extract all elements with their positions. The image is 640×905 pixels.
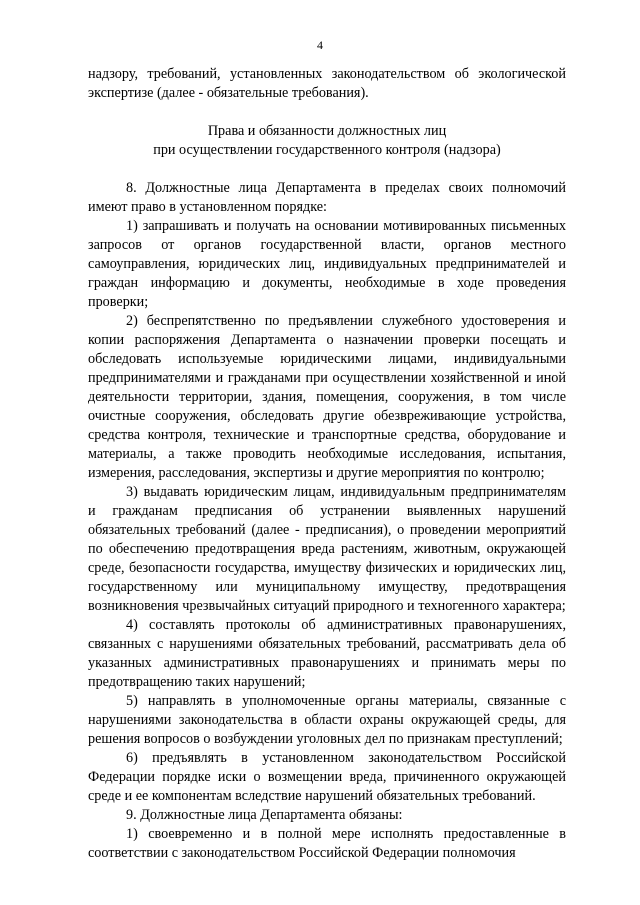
intro-paragraph: надзору, требований, установленных законодательством об экологической экспертизе (далее - обязательные требования).: [88, 66, 566, 101]
clause-8: 8. Должностные лица Департамента в пределах своих полномочий имеют право в установленном порядке:: [88, 180, 566, 215]
page-number: 4: [317, 38, 323, 52]
spacer: [88, 160, 566, 179]
clause-8-4: 4) составлять протоколы об административных правонарушениях, связанных с нарушениями обязательных требований, рассматривать дела об указанных административных правонарушениях и принимать меры по предотвращению таких нарушений;: [88, 617, 566, 690]
clause-8-1: 1) запрашивать и получать на основании мотивированных письменных запросов от органов государственной власти, органов местного самоуправления, юридических лиц, индивидуальных предпринимателей и граждан информацию и документы, необходимые в ходе проведения проверки;: [88, 218, 566, 310]
section-title-line-1: Права и обязанности должностных лиц: [207, 123, 447, 139]
clause-9-1: 1) своевременно и в полной мере исполнять предоставленные в соответствии с законодательством Российской Федерации полномочия: [88, 826, 566, 861]
document-body: [88, 65, 566, 863]
section-title-line-2: при осуществлении государственного контроля (надзора): [153, 142, 501, 158]
clause-8-2: 2) беспрепятственно по предъявлении служебного удостоверения и копии распоряжения Департамента о назначении проверки посещать и обследовать используемые юридическими лицами, индивидуальными предпринимателями и гражданами при осуществлении хозяйственной и иной деятельности территории, здания, помещения, сооружения, в том числе очистные сооружения, обследовать другие обезвреживающие устройства, средства контроля, технические и транспортные средства, оборудование и материалы, а также проводить необходимые исследования, испытания, измерения, расследования, экспертизы и другие мероприятия по контролю;: [88, 313, 566, 481]
clause-8-6: 6) предъявлять в установленном законодательством Российской Федерации порядке иски о возмещении вреда, причиненного окружающей среде и ее компонентам вследствие нарушений обязательных требований.: [88, 750, 566, 804]
spacer: [88, 103, 566, 122]
clause-8-3: 3) выдавать юридическим лицам, индивидуальным предпринимателям и гражданам предписания об устранении выявленных нарушений обязательных требований (далее - предписания), о проведении мероприятий по обеспечению предотвращения вреда растениям, животным, окружающей среде, безопасности государства, имуществу физических и юридических лиц, государственному или муниципальному имуществу, предотвращения возникновения чрезвычайных ситуаций природного и техногенного характера;: [88, 484, 566, 614]
clause-9: 9. Должностные лица Департамента обязаны:: [126, 807, 403, 823]
clause-8-5: 5) направлять в уполномоченные органы материалы, связанные с нарушениями законодательства в области охраны окружающей среды, для решения вопросов о возбуждении уголовных дел по признакам преступлений;: [88, 693, 566, 747]
